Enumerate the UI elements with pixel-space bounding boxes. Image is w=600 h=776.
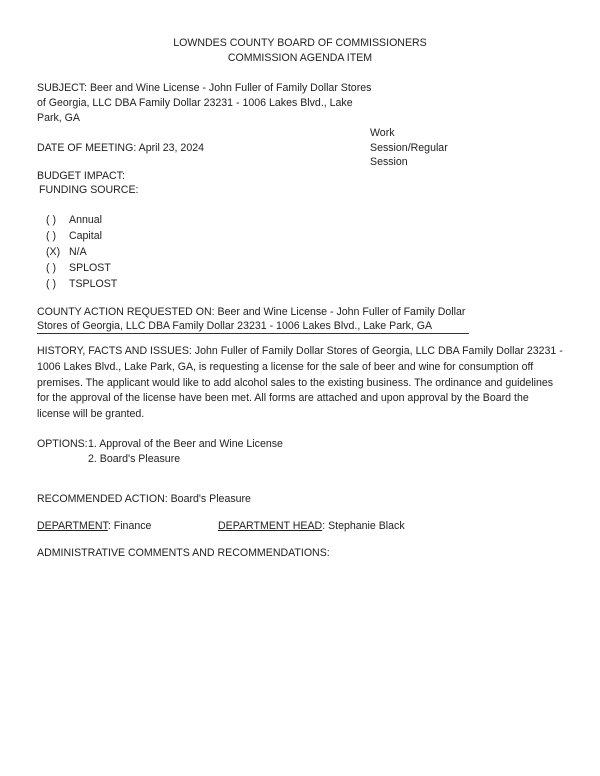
funding-option: Annual xyxy=(69,214,102,226)
header-subtitle: COMMISSION AGENDA ITEM xyxy=(227,52,373,64)
county-action-line: Stores of Georgia, LLC DBA Family Dollar 23231 - 1006 Lakes Blvd., Lake Park, GA xyxy=(37,320,433,332)
date-of-meeting: DATE OF MEETING: April 23, 2024 xyxy=(37,142,205,154)
session-type: Work xyxy=(370,127,395,139)
funding-mark: ( ) xyxy=(46,230,56,242)
history-line: 1006 Lakes Blvd., Lake Park, GA, is requesting a license for the sale of beer and wine for consumption off xyxy=(37,361,534,373)
funding-option: SPLOST xyxy=(69,262,111,274)
funding-source: FUNDING SOURCE: xyxy=(39,184,139,196)
county-action-line: COUNTY ACTION REQUESTED ON: Beer and Wine License - John Fuller of Family Dollar xyxy=(37,306,466,318)
session-type: Session/Regular xyxy=(370,142,448,154)
funding-mark: ( ) xyxy=(46,262,56,274)
department-value: : Finance xyxy=(107,520,152,532)
divider-rule xyxy=(37,333,469,334)
subject-line: Park, GA xyxy=(37,112,80,124)
department-head-label: DEPARTMENT HEAD xyxy=(218,520,323,532)
funding-option: TSPLOST xyxy=(69,278,118,290)
subject-line: of Georgia, LLC DBA Family Dollar 23231 - 1006 Lakes Blvd., Lake xyxy=(37,97,353,109)
department-label: DEPARTMENT xyxy=(37,520,108,532)
history-line: HISTORY, FACTS AND ISSUES: John Fuller of Family Dollar Stores of Georgia, LLC DBA Family Dollar 23231 - xyxy=(37,345,563,357)
option-item: 2. Board's Pleasure xyxy=(88,453,181,465)
header-title: LOWNDES COUNTY BOARD OF COMMISSIONERS xyxy=(173,37,427,49)
funding-option: N/A xyxy=(69,246,87,258)
options-label: OPTIONS: xyxy=(37,438,88,450)
funding-mark: (X) xyxy=(46,246,61,258)
funding-mark: ( ) xyxy=(46,278,56,290)
funding-option: Capital xyxy=(69,230,102,242)
department-head xyxy=(218,519,405,533)
department xyxy=(37,519,151,533)
history-line: premises. The applicant would like to add alcohol sales to the existing business. The ordinance and guidelines xyxy=(37,377,554,389)
history-line: license will be granted. xyxy=(37,408,145,420)
admin-comments: ADMINISTRATIVE COMMENTS AND RECOMMENDATIONS: xyxy=(37,547,330,559)
budget-impact: BUDGET IMPACT: xyxy=(37,170,125,182)
history-line: for the approval of the license have been met. All forms are attached and upon approval by the Board the xyxy=(37,392,529,404)
funding-mark: ( ) xyxy=(46,214,56,226)
option-item: 1. Approval of the Beer and Wine License xyxy=(88,438,283,450)
session-type: Session xyxy=(370,156,408,168)
subject-line: SUBJECT: Beer and Wine License - John Fuller of Family Dollar Stores xyxy=(37,82,372,94)
recommended-action: RECOMMENDED ACTION: Board's Pleasure xyxy=(37,493,251,505)
department-head-value: : Stephanie Black xyxy=(322,520,405,532)
